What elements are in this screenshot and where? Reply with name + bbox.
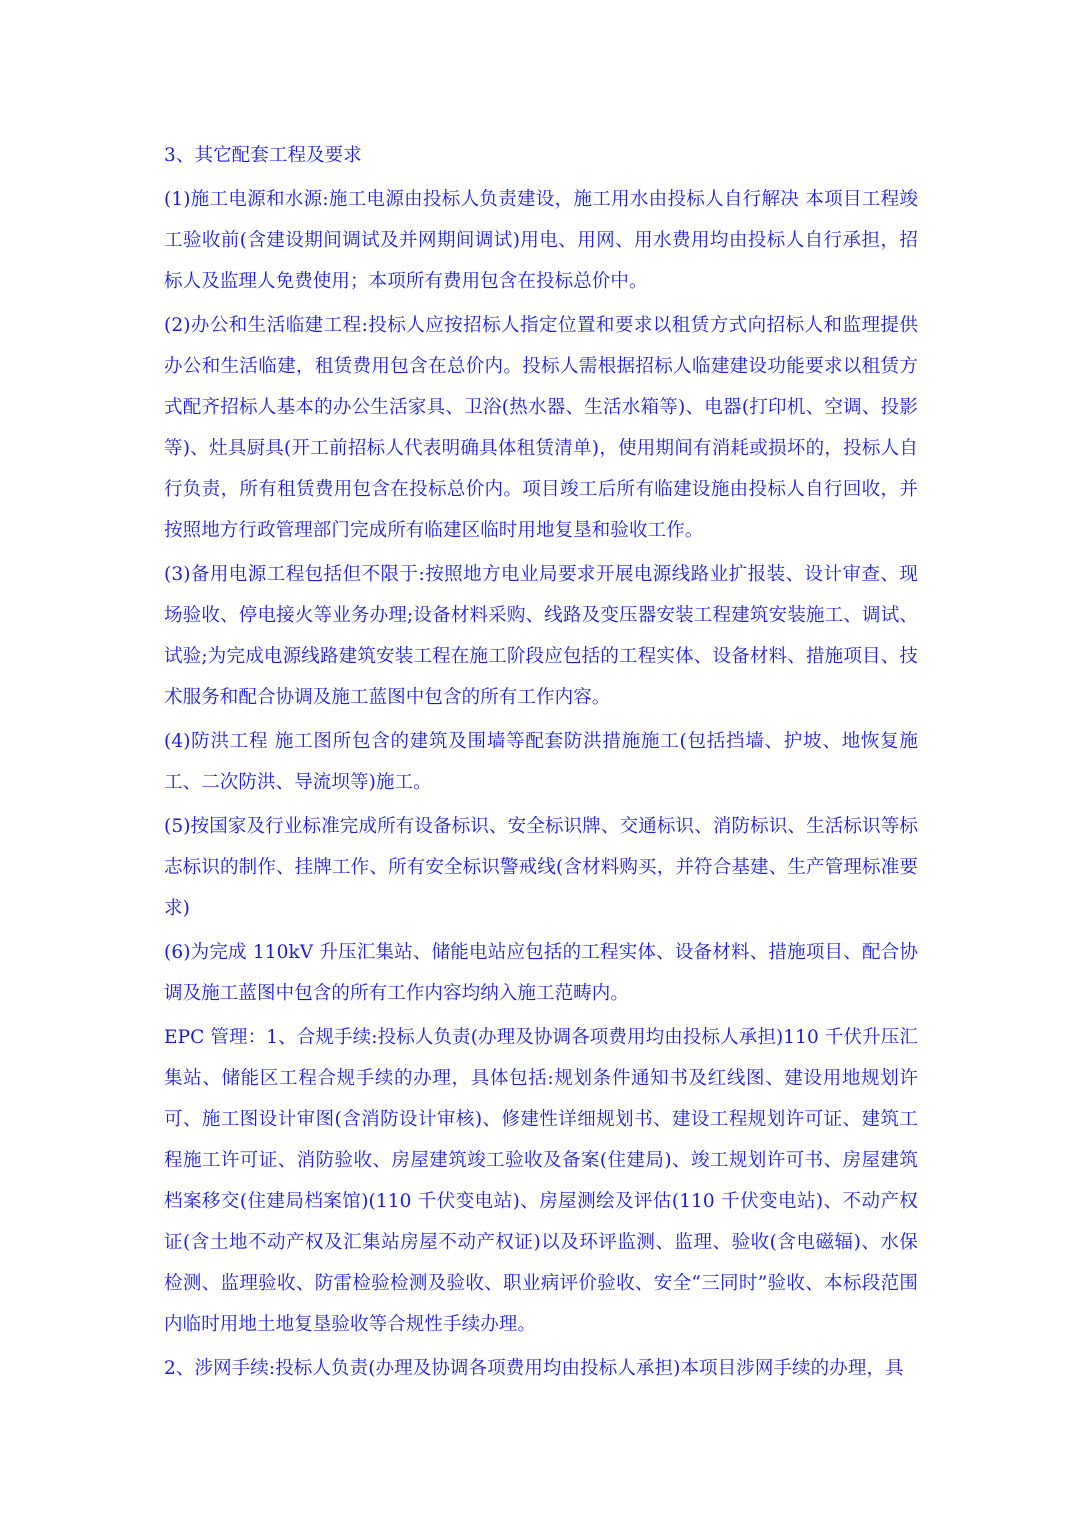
paragraph-power-water: (1)施工电源和水源:施工电源由投标人负责建设，施工用水由投标人自行解决 本项目工程竣工验收前(含建设期间调试及并网期间调试)用电、用网、用水费用均由投标人自行承担，招标人及监理人免费使用；本项所有费用包含在投标总价中。 bbox=[164, 189, 918, 292]
paragraph-temporary-facilities: (2)办公和生活临建工程:投标人应按招标人指定位置和要求以租赁方式向招标人和监理提供办公和生活临建，租赁费用包含在总价内。投标人需根据招标人临建建设功能要求以租赁方式配齐招标人基本的办公生活家具、卫浴(热水器、生活水箱等)、电器(打印机、空调、投影等)、灶具厨具(开工前招标人代表明确具体租赁清单)，使用期间有消耗或损坏的，投标人自行负责，所有租赁费用包含在投标总价内。项目竣工后所有临建设施由投标人自行回收，并按照地方行政管理部门完成所有临建区临时用地复垦和验收工作。 bbox=[164, 315, 918, 541]
paragraph-backup-power: (3)备用电源工程包括但不限于:按照地方电业局要求开展电源线路业扩报装、设计审查、现场验收、停电接火等业务办理;设备材料采购、线路及变压器安装工程建筑安装施工、调试、试验;为完成电源线路建筑安装工程在施工阶段应包括的工程实体、设备材料、措施项目、技术服务和配合协调及施工蓝图中包含的所有工作内容。 bbox=[164, 564, 918, 708]
paragraph-scope: (6)为完成 110kV 升压汇集站、储能电站应包括的工程实体、设备材料、措施项目、配合协调及施工蓝图中包含的所有工作内容均纳入施工范畴内。 bbox=[164, 942, 918, 1004]
paragraph-signage: (5)按国家及行业标准完成所有设备标识、安全标识牌、交通标识、消防标识、生活标识等标志标识的制作、挂牌工作、所有安全标识警戒线(含材料购买，并符合基建、生产管理标准要求) bbox=[164, 816, 918, 919]
paragraph-grid-procedures: 2、涉网手续:投标人负责(办理及协调各项费用均由投标人承担)本项目涉网手续的办理，具 bbox=[164, 1358, 904, 1379]
paragraph-flood-control: (4)防洪工程 施工图所包含的建筑及围墙等配套防洪措施施工(包括挡墙、护坡、地恢复施工、二次防洪、导流坝等)施工。 bbox=[164, 731, 918, 793]
section-heading: 3、其它配套工程及要求 bbox=[164, 145, 362, 166]
paragraph-epc-compliance: EPC 管理：1、合规手续:投标人负责(办理及协调各项费用均由投标人承担)110 千伏升压汇集站、储能区工程合规手续的办理，具体包括:规划条件通知书及红线图、建设用地规划许可、施工图设计审图(含消防设计审核)、修建性详细规划书、建设工程规划许可证、建筑工程施工许可证、消防验收、房屋建筑竣工验收及备案(住建局)、竣工规划许可书、房屋建筑档案移交(住建局档案馆)(110 千伏变电站)、房屋测绘及评估(110 千伏变电站)、不动产权证(含土地不动产权及汇集站房屋不动产权证)以及环评监测、监理、验收(含电磁辐)、水保检测、监理验收、防雷检验检测及验收、职业病评价验收、安全“三同时”验收、本标段范围内临时用地土地复垦验收等合规性手续办理。 bbox=[164, 1027, 918, 1335]
